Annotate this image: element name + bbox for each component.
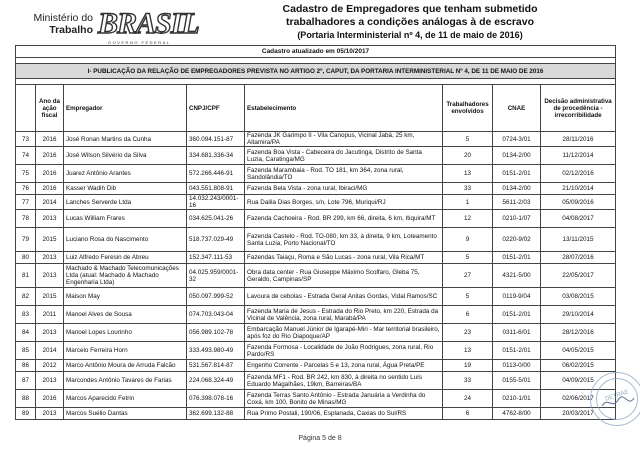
- row-estabelecimento: Lavoura de cebolas - Estrada Geral Anitas Gordas, Vidal Ramos/SC: [245, 288, 443, 306]
- row-cnae: 0311-6/01: [493, 324, 541, 342]
- row-index: 77: [16, 195, 36, 210]
- row-trabalhadores: 24: [443, 390, 493, 408]
- table-row: [16, 390, 616, 408]
- row-decisao: 05/09/2016: [541, 195, 616, 210]
- row-cnae: 0119-9/04: [493, 288, 541, 306]
- row-index: 75: [16, 165, 36, 183]
- logo-word: BRASIL: [98, 7, 199, 40]
- row-cnae: 0210-1/01: [493, 390, 541, 408]
- table-row: [16, 264, 616, 288]
- row-decisao: 03/08/2015: [541, 288, 616, 306]
- row-estabelecimento: Fazenda Terras Santo Antônio - Estrada Januária a Verdinha do Coxá, km 100, Bonito de Minas/MG: [245, 390, 443, 408]
- table-row: [16, 132, 616, 147]
- row-ano: 2013: [36, 324, 64, 342]
- row-empregador: Lanches Serverde Ltda: [64, 195, 187, 210]
- col-empregador: Empregador: [64, 85, 187, 132]
- row-trabalhadores: 20: [443, 147, 493, 165]
- title-line2: trabalhadores a condições análogas à de escravo: [285, 16, 535, 28]
- row-empregador: Marcondes Antônio Tavares de Farias: [64, 372, 187, 390]
- signature-mark: [600, 392, 640, 412]
- row-ano: 2014: [36, 342, 64, 360]
- row-cnae: 0151-2/01: [493, 252, 541, 264]
- table-row: [16, 195, 616, 210]
- row-decisao: 02/06/2017: [541, 390, 616, 408]
- table-row: [16, 147, 616, 165]
- row-cnpj: 360.094.151-87: [187, 132, 245, 147]
- title-line3: (Portaria Interministerial nº 4, de 11 de maio de 2016): [297, 30, 523, 40]
- row-decisao: 06/02/2015: [541, 360, 616, 372]
- row-empregador: Maison May: [64, 288, 187, 306]
- row-cnpj: 334.681.336-34: [187, 147, 245, 165]
- row-trabalhadores: 19: [443, 360, 493, 372]
- row-estabelecimento: Fazenda Cachoeira - Rod. BR 299, km 66, direita, 6 km, Itiquira/MT: [245, 210, 443, 228]
- employers-table: [15, 45, 616, 420]
- row-index: 82: [16, 288, 36, 306]
- row-decisao: 04/09/2015: [541, 372, 616, 390]
- row-estabelecimento: Fazenda MF1 - Rod. BR 242, km 830, à direita no sentido Luís Eduardo Magalhães, 19km, Barreiras/BA: [245, 372, 443, 390]
- row-trabalhadores: 13: [443, 342, 493, 360]
- col-cnpj: CNPJ/CPF: [187, 85, 245, 132]
- row-cnae: 5611-2/03: [493, 195, 541, 210]
- row-index: 81: [16, 264, 36, 288]
- row-index: 80: [16, 252, 36, 264]
- row-cnae: 0151-2/01: [493, 165, 541, 183]
- row-trabalhadores: 33: [443, 372, 493, 390]
- row-cnae: 0210-1/07: [493, 210, 541, 228]
- col-decisao: Decisão administrativa de procedência - irrecorribilidade: [541, 85, 616, 132]
- row-index: 83: [16, 306, 36, 324]
- row-index: 84: [16, 324, 36, 342]
- row-decisao: 20/03/2017: [541, 408, 616, 420]
- row-index: 85: [16, 342, 36, 360]
- section-title: I- PUBLICAÇÃO DA RELAÇÃO DE EMPREGADORES PREVISTA NO ARTIGO 2º, CAPUT, DA PORTARIA INTERMINISTERIAL Nº 4, DE 11 DE MAIO DE 2016: [16, 64, 616, 79]
- col-ano: Ano da ação fiscal: [36, 85, 64, 132]
- table-row: [16, 183, 616, 195]
- row-trabalhadores: 33: [443, 183, 493, 195]
- row-cnae: 0134-2/00: [493, 147, 541, 165]
- row-ano: 2016: [36, 390, 64, 408]
- row-index: 73: [16, 132, 36, 147]
- row-index: 86: [16, 360, 36, 372]
- row-empregador: Kasser Wadih Dib: [64, 183, 187, 195]
- row-estabelecimento: Obra data center - Rua Giuseppe Máximo Scolfaro, Gleba 75, Geraldo, Campinas/SP: [245, 264, 443, 288]
- row-cnae: 0220-9/02: [493, 228, 541, 252]
- stamp-text: DETRAE: [604, 389, 630, 403]
- ministry-line2: Trabalho: [49, 24, 93, 36]
- row-cnpj: 333.493.980-49: [187, 342, 245, 360]
- row-empregador: Manoel Alves de Sousa: [64, 306, 187, 324]
- ministry-label: [18, 12, 93, 36]
- brasil-logo: [96, 6, 206, 45]
- row-empregador: Juarez Antônio Arantes: [64, 165, 187, 183]
- row-cnpj: 04.025.959/0001-32: [187, 264, 245, 288]
- ministry-line1: Ministério do: [33, 12, 93, 24]
- row-decisao: 22/05/2017: [541, 264, 616, 288]
- col-index: [16, 85, 36, 132]
- document-header: [0, 0, 640, 46]
- table-row: [16, 408, 616, 420]
- table-row: [16, 228, 616, 252]
- row-ano: 2013: [36, 252, 64, 264]
- row-index: 74: [16, 147, 36, 165]
- row-trabalhadores: 23: [443, 324, 493, 342]
- row-ano: 2016: [36, 165, 64, 183]
- row-decisao: 29/10/2014: [541, 306, 616, 324]
- row-cnae: 0134-2/00: [493, 183, 541, 195]
- title-line1: Cadastro de Empregadores que tenham submetido: [282, 3, 538, 15]
- row-decisao: 04/08/2017: [541, 210, 616, 228]
- row-empregador: José Ronan Martins da Cunha: [64, 132, 187, 147]
- row-cnae: 0151-2/01: [493, 306, 541, 324]
- row-decisao: 21/10/2014: [541, 183, 616, 195]
- table-row: [16, 165, 616, 183]
- row-ano: 2011: [36, 306, 64, 324]
- row-estabelecimento: Fazenda Maria de Jesus - Estrada do Rio Preto, km 220, Estrada da Vicinal de Valência, zona rural, Marabá/PA: [245, 306, 443, 324]
- updated-row: [16, 46, 616, 58]
- row-cnpj: 14.032.243/0001-16: [187, 195, 245, 210]
- row-trabalhadores: 13: [443, 165, 493, 183]
- row-cnae: 4762-8/00: [493, 408, 541, 420]
- row-cnpj: 050.097.999-52: [187, 288, 245, 306]
- row-trabalhadores: 27: [443, 264, 493, 288]
- row-cnpj: 572.266.446-91: [187, 165, 245, 183]
- row-decisao: 13/11/2015: [541, 228, 616, 252]
- row-estabelecimento: Embarcação Manuel Júnior de Igarapé-Miri - Mar territorial brasileiro, após foz do Rio Oiapoque/AP: [245, 324, 443, 342]
- logo-tag: GOVERNO FEDERAL: [108, 40, 171, 45]
- row-cnae: 0113-0/00: [493, 360, 541, 372]
- row-cnpj: 034.625.041-26: [187, 210, 245, 228]
- row-empregador: Marco Antônio Moura de Arruda Falcão: [64, 360, 187, 372]
- row-estabelecimento: Rua Dalila Dias Borges, s/n, Lote 796, Muriqui/RJ: [245, 195, 443, 210]
- row-cnpj: 056.989.102-78: [187, 324, 245, 342]
- row-index: 76: [16, 183, 36, 195]
- col-trabalhadores: Trabalhadores envolvidos: [443, 85, 493, 132]
- table-row: [16, 360, 616, 372]
- row-cnpj: 076.398.078-16: [187, 390, 245, 408]
- row-cnpj: 362.699.132-88: [187, 408, 245, 420]
- row-cnae: 0151-2/01: [493, 342, 541, 360]
- updated-text: Cadastro atualizado em 05/10/2017: [16, 46, 616, 58]
- row-cnae: 0724-3/01: [493, 132, 541, 147]
- row-empregador: José Wilson Silvério da Silva: [64, 147, 187, 165]
- row-empregador: Luiz Alfredo Feresin de Abreu: [64, 252, 187, 264]
- row-cnpj: 531.567.814-87: [187, 360, 245, 372]
- row-empregador: Marcos Aparecido Fetrin: [64, 390, 187, 408]
- row-ano: 2013: [36, 210, 64, 228]
- row-decisao: 02/12/2016: [541, 165, 616, 183]
- row-empregador: Luciano Rosa do Nascimento: [64, 228, 187, 252]
- row-index: 89: [16, 408, 36, 420]
- row-cnae: 4321-5/00: [493, 264, 541, 288]
- table-row: [16, 306, 616, 324]
- row-ano: 2012: [36, 360, 64, 372]
- row-empregador: Manoel Lopes Lourinho: [64, 324, 187, 342]
- col-estabelecimento: Estabelecimento: [245, 85, 443, 132]
- row-cnpj: 152.347.111-53: [187, 252, 245, 264]
- row-ano: 2013: [36, 408, 64, 420]
- row-decisao: 28/12/2016: [541, 324, 616, 342]
- row-cnpj: 518.737.029-49: [187, 228, 245, 252]
- table-body: [16, 132, 616, 420]
- row-decisao: 28/11/2016: [541, 132, 616, 147]
- row-decisao: 28/07/2016: [541, 252, 616, 264]
- row-estabelecimento: Fazenda Boa Vista - Cabeceira do Jacutinga, Distrito de Santa Luzia, Caratinga/MG: [245, 147, 443, 165]
- row-cnpj: 043.551.808-91: [187, 183, 245, 195]
- row-trabalhadores: 5: [443, 132, 493, 147]
- row-trabalhadores: 9: [443, 228, 493, 252]
- row-cnae: 0155-5/01: [493, 372, 541, 390]
- page-footer: Página 5 de 8: [298, 435, 342, 442]
- row-estabelecimento: Fazenda Marambaia - Rod. TO 181, km 364, zona rural, Sandolândia/TO: [245, 165, 443, 183]
- table-header: [16, 85, 616, 132]
- row-ano: 2015: [36, 288, 64, 306]
- section-row: [16, 64, 616, 79]
- row-estabelecimento: Engenho Corrente - Parcelas 5 e 13, zona rural, Água Preta/PE: [245, 360, 443, 372]
- table-row: [16, 372, 616, 390]
- row-estabelecimento: Fazenda Formosa - Localidade de João Rodrigues, zona rural, Rio Pardo/RS: [245, 342, 443, 360]
- row-ano: 2014: [36, 195, 64, 210]
- row-cnpj: 074.703.043-04: [187, 306, 245, 324]
- row-trabalhadores: 6: [443, 408, 493, 420]
- row-trabalhadores: 5: [443, 252, 493, 264]
- row-empregador: Marcelo Ferreira Horn: [64, 342, 187, 360]
- row-trabalhadores: 5: [443, 288, 493, 306]
- row-estabelecimento: Fazendas Taiaçu, Roma e São Lucas - zona rural, Vila Rica/MT: [245, 252, 443, 264]
- row-ano: 2016: [36, 147, 64, 165]
- table-row: [16, 252, 616, 264]
- row-ano: 2016: [36, 132, 64, 147]
- row-decisao: 11/12/2014: [541, 147, 616, 165]
- row-ano: 2013: [36, 264, 64, 288]
- row-ano: 2016: [36, 183, 64, 195]
- row-estabelecimento: Fazenda Bela Vista - zona rural, Ibiraci/MG: [245, 183, 443, 195]
- row-index: 79: [16, 228, 36, 252]
- row-index: 78: [16, 210, 36, 228]
- row-estabelecimento: Fazenda Castelo - Rod. TO-080, km 33, à direita, 9 km, Loteamento Santa Luzia, Porto Nacional/TO: [245, 228, 443, 252]
- table-row: [16, 342, 616, 360]
- row-ano: 2015: [36, 228, 64, 252]
- row-trabalhadores: 12: [443, 210, 493, 228]
- table-row: [16, 288, 616, 306]
- row-trabalhadores: 1: [443, 195, 493, 210]
- table-row: [16, 324, 616, 342]
- row-index: 87: [16, 372, 36, 390]
- row-empregador: Marcos Suélio Dantas: [64, 408, 187, 420]
- row-index: 88: [16, 390, 36, 408]
- row-cnpj: 224.068.324-49: [187, 372, 245, 390]
- row-decisao: 04/05/2015: [541, 342, 616, 360]
- document-title: [230, 3, 590, 41]
- col-cnae: CNAE: [493, 85, 541, 132]
- row-ano: 2013: [36, 372, 64, 390]
- row-estabelecimento: Rua Primo Postali, 190/06, Esplanada, Caxias do Sul/RS: [245, 408, 443, 420]
- row-estabelecimento: Fazenda JK Garimpo II - Vila Canopus, Vicinal Jabá, 25 km, Altamira/PA: [245, 132, 443, 147]
- row-trabalhadores: 6: [443, 306, 493, 324]
- table-row: [16, 210, 616, 228]
- row-empregador: Machado & Machado Telecomunicações Ltda (atual: Machado & Machado Engenharia Ltda): [64, 264, 187, 288]
- row-empregador: Lucas William Frares: [64, 210, 187, 228]
